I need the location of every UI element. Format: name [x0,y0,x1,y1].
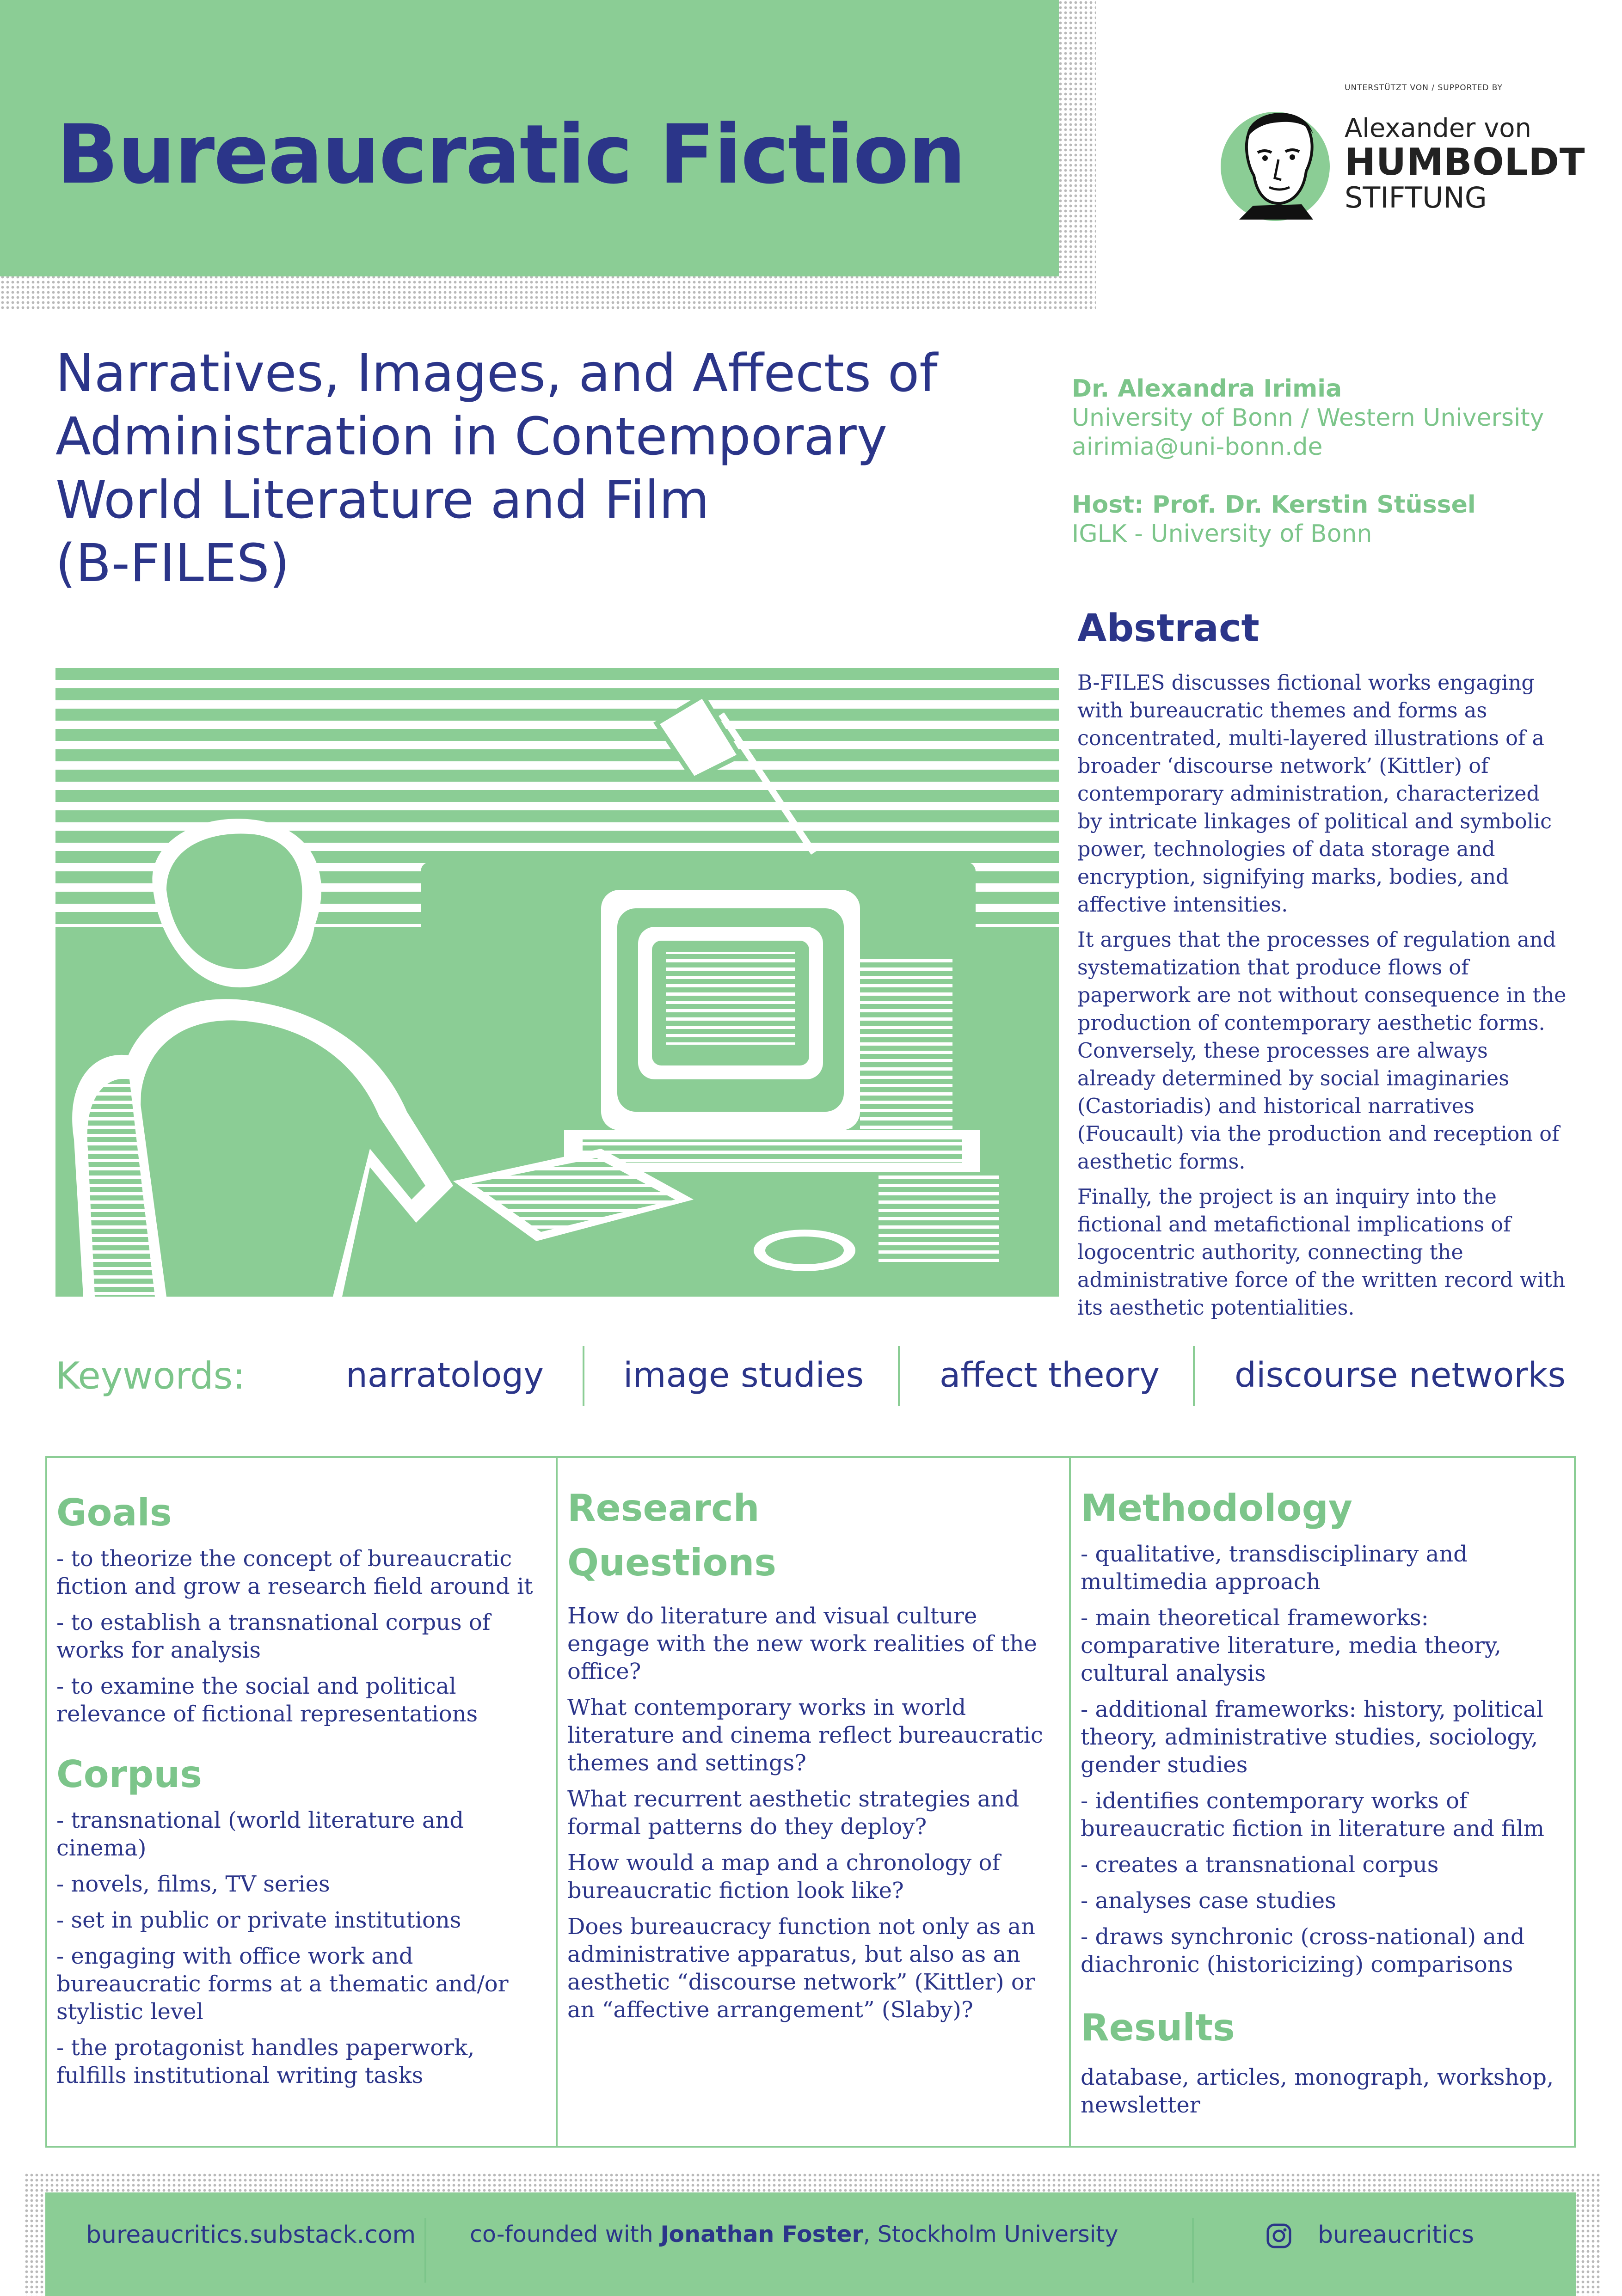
keywords-label: Keywords: [55,1354,246,1397]
corpus-heading: Corpus [56,1753,202,1796]
list-item: - identifies contemporary works of bureaucratic fiction in literature and film [1081,1788,1545,1842]
research-questions-column [567,1481,1062,2032]
cofounded-suffix: , Stockholm University [863,2221,1118,2247]
sponsor-name-line3: STIFTUNG [1345,180,1487,214]
abstract-heading: Abstract [1077,606,1260,650]
list-item: - set in public or private institutions [56,1907,461,1933]
keyword-item: discourse networks [1235,1355,1566,1395]
list-item: - engaging with office work and bureaucratic forms at a thematic and/or stylistic level [56,1943,509,2025]
goals-heading: Goals [56,1491,172,1534]
footer-divider [1192,2218,1194,2283]
instagram-icon[interactable] [1266,2223,1292,2249]
keyword-divider [898,1346,900,1406]
sponsor-label: UNTERSTÜTZT VON / SUPPORTED BY [1345,83,1503,92]
keyword-item: narratology [346,1355,544,1395]
cofounder-text [470,2221,1118,2247]
list-item: - novels, films, TV series [56,1871,330,1897]
author-name: Dr. Alexandra Irimia [1072,375,1342,403]
list-item: What contemporary works in world literature and cinema reflect bureaucratic themes and settings? [567,1695,1043,1776]
corpus-list [56,1806,551,2089]
author-affiliation: University of Bonn / Western University [1072,404,1544,432]
list-item: How do literature and visual culture engage with the new work realities of the office? [567,1603,1037,1684]
instagram-handle[interactable]: bureaucritics [1318,2221,1474,2249]
methodology-list [1081,1540,1571,1978]
list-item: How would a map and a chronology of bureaucratic fiction look like? [567,1850,1001,1904]
host-name: Host: Prof. Dr. Kerstin Stüssel [1072,491,1476,519]
column-divider [1069,1458,1071,2146]
author-email[interactable]: airimia@uni-bonn.de [1072,433,1323,461]
sponsor-name-line1: Alexander von [1345,113,1532,143]
cofounded-prefix: co-founded with [470,2221,661,2247]
heading-line: Questions [567,1541,777,1584]
abstract-text [1077,669,1567,1329]
list-item: - creates a transnational corpus [1081,1852,1439,1878]
humboldt-portrait-icon [1221,102,1332,222]
footer-divider [424,2218,426,2283]
results-heading: Results [1081,2006,1235,2049]
methodology-heading: Methodology [1081,1487,1353,1530]
results-text [1081,2063,1571,2119]
list-item: - to examine the social and political relevance of fictional representations [56,1673,478,1727]
goals-list [56,1545,551,1728]
keyword-item: affect theory [940,1355,1160,1395]
list-item: - draws synchronic (cross-national) and diachronic (historicizing) comparisons [1081,1924,1525,1978]
list-item: Does bureaucracy function not only as an administrative apparatus, but also as an aesthetic “discourse network” (Kittler) or an “affective arrangement” (Slaby)? [567,1914,1036,2023]
list-item: - qualitative, transdisciplinary and multimedia approach [1081,1541,1468,1595]
project-subtitle [55,342,1050,595]
subtitle-line: Narratives, Images, and Affects of [55,343,938,404]
list-item: - additional frameworks: history, political theory, administrative studies, sociology, gender studies [1081,1696,1544,1778]
keyword-item: image studies [623,1355,864,1395]
list-item: - analyses case studies [1081,1888,1336,1914]
office-computer-illustration [55,668,1059,1297]
abstract-paragraph: B-FILES discusses fictional works engaging with bureaucratic themes and forms as concentrated, multi-layered illustrations of a broader ‘discourse network’ (Kittler) of contemporary administration, characterized by intricate linkages of political and symbolic power, technologies of data storage and encryption, signifying marks, bodies, and affective intensities. [1077,671,1552,917]
column-divider [556,1458,558,2146]
keywords-row [55,1346,1572,1406]
abstract-paragraph: Finally, the project is an inquiry into the fictional and metafictional implications of logocentric authority, connecting the administrative force of the written record with its aesthetic potentialities. [1077,1185,1566,1320]
content-grid [45,1456,1576,2148]
website-link[interactable]: bureaucritics.substack.com [86,2221,416,2249]
poster-title: Bureaucratic Fiction [56,107,965,202]
research-questions-list [567,1602,1062,2024]
heading-line: Research [567,1487,760,1530]
list-item: What recurrent aesthetic strategies and formal patterns do they deploy? [567,1786,1020,1840]
list-item: - to theorize the concept of bureaucratic fiction and grow a research field around it [56,1546,533,1599]
sponsor-name-line2: HUMBOLDT [1345,141,1585,184]
list-item: - to establish a transnational corpus of works for analysis [56,1610,491,1663]
title-band [0,0,1059,276]
list-item: - the protagonist handles paperwork, fulfills institutional writing tasks [56,2035,475,2088]
humboldt-wordmark [1345,115,1585,214]
abstract-paragraph: It argues that the processes of regulation and systematization that produce flows of paperwork are not without consequence in the production of contemporary aesthetic forms. Conversely, these processes are always already determined by social imaginaries (Castoriadis) and historical narratives (Foucault) via the production and reception of aesthetic forms. [1077,928,1567,1174]
research-questions-heading [567,1481,1062,1590]
list-item: - main theoretical frameworks: comparative literature, media theory, cultural analysis [1081,1605,1501,1686]
subtitle-line: World Literature and Film [55,470,710,530]
goals-corpus-column [56,1486,551,2098]
keyword-divider [583,1346,584,1406]
subtitle-line: (B-FILES) [55,533,290,594]
methodology-results-column [1081,1481,1571,2127]
footer-bar [45,2192,1576,2296]
results-value: database, articles, monograph, workshop, newsletter [1081,2064,1554,2118]
keyword-divider [1193,1346,1195,1406]
sponsor-logo [1221,83,1585,231]
list-item: - transnational (world literature and cinema) [56,1807,464,1861]
cofounder-name: Jonathan Foster [660,2221,863,2247]
subtitle-line: Administration in Contemporary [55,407,888,467]
author-info [1072,374,1544,549]
host-affiliation: IGLK - University of Bonn [1072,520,1372,548]
